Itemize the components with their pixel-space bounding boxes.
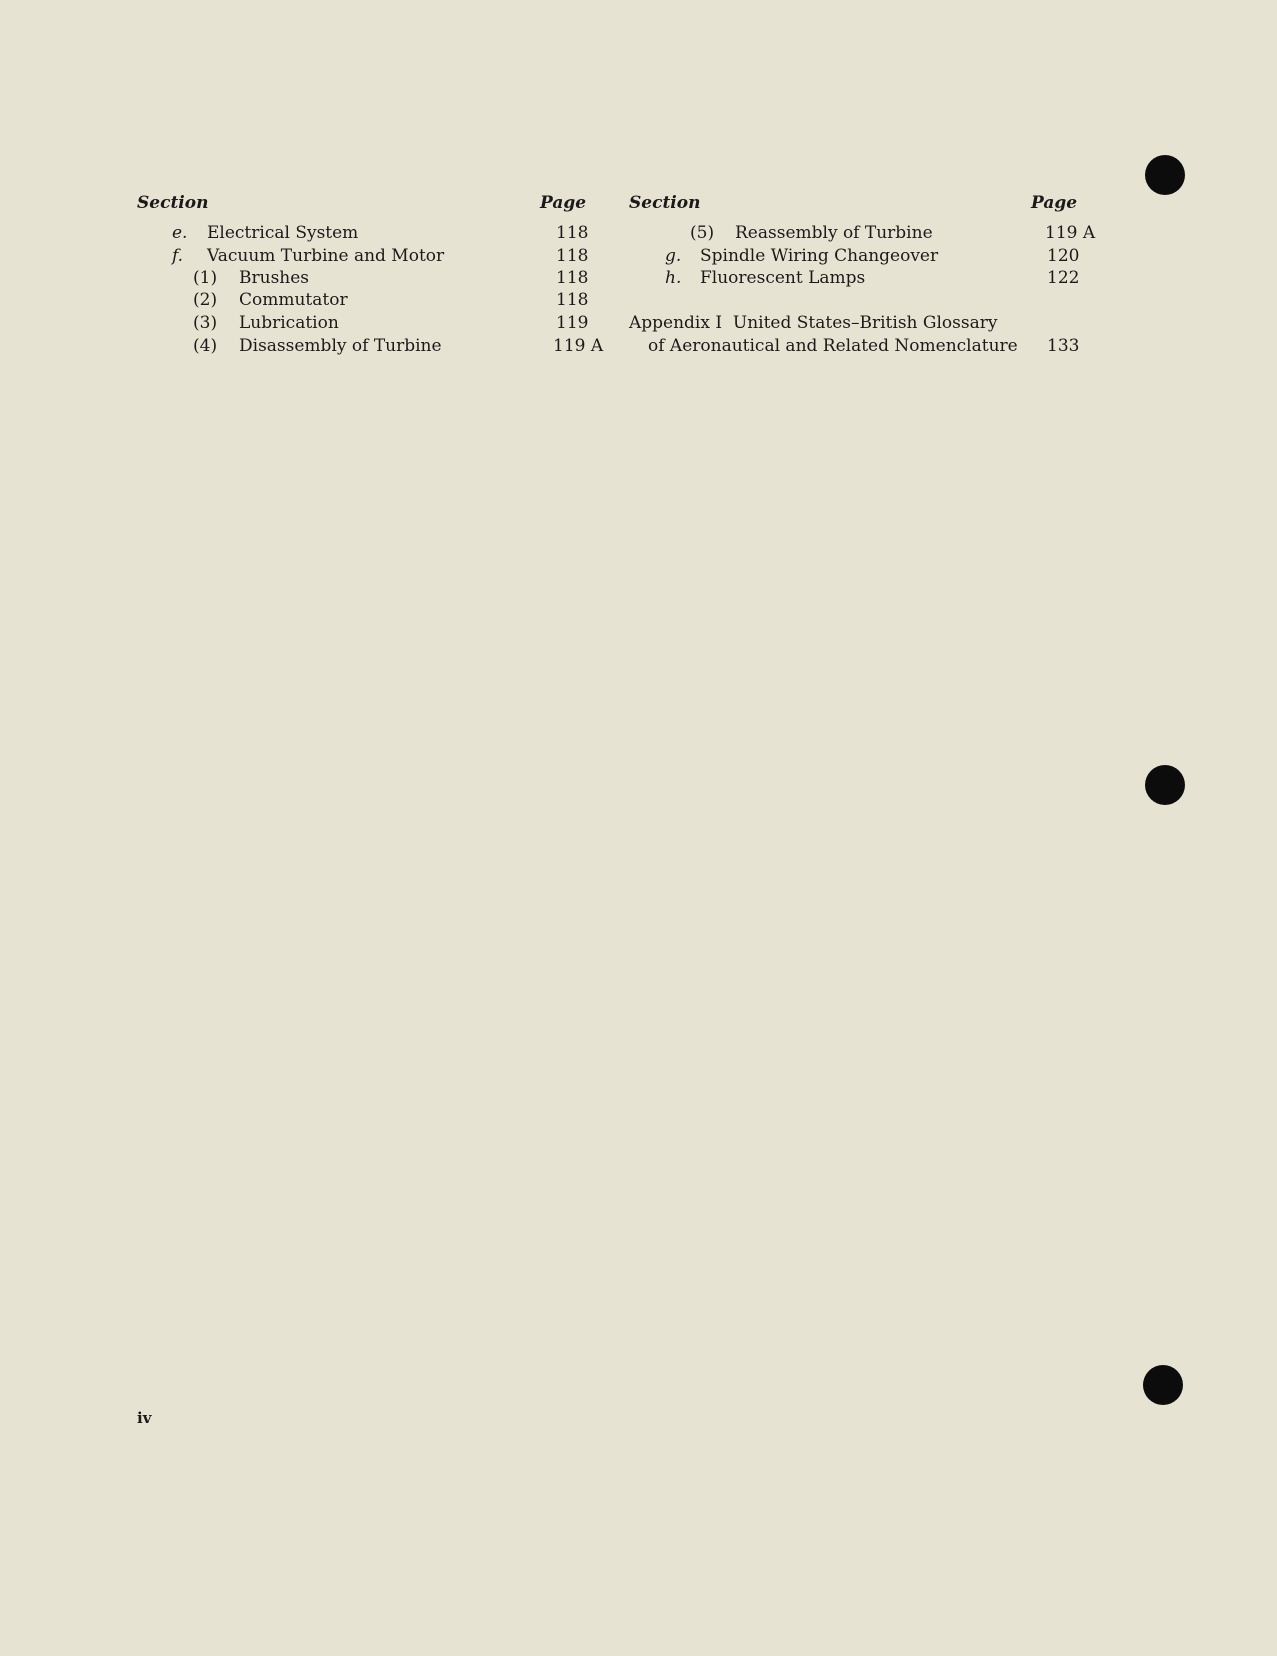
entry-marker: (3) xyxy=(193,313,218,333)
entry-page: 133 xyxy=(1047,336,1080,356)
entry-page: 118 xyxy=(556,268,589,288)
punch-hole xyxy=(1145,765,1185,805)
section-header: Section xyxy=(629,193,701,213)
entry-marker: (1) xyxy=(193,268,218,288)
entry-marker: (5) xyxy=(690,223,715,243)
entry-marker: (4) xyxy=(193,336,218,356)
entry-marker: g. xyxy=(665,246,682,266)
entry-title: Disassembly of Turbine xyxy=(239,336,442,356)
section-header: Section xyxy=(137,193,209,213)
punch-hole xyxy=(1145,155,1185,195)
punch-hole xyxy=(1143,1365,1183,1405)
entry-marker: e. xyxy=(172,223,188,243)
entry-title: Brushes xyxy=(239,268,310,288)
page-header: Page xyxy=(540,193,587,213)
entry-page: 118 xyxy=(556,246,589,266)
appendix-title-line2: of Aeronautical and Related Nomenclature xyxy=(648,336,1018,356)
entry-title: Lubrication xyxy=(239,313,339,333)
entry-marker: (2) xyxy=(193,290,218,310)
entry-page: 118 xyxy=(556,290,589,310)
entry-marker: f. xyxy=(172,246,184,266)
entry-page: 119 A xyxy=(553,336,604,356)
page-number: iv xyxy=(137,1409,152,1427)
entry-page: 118 xyxy=(556,223,589,243)
entry-title: Fluorescent Lamps xyxy=(700,268,866,288)
entry-page: 120 xyxy=(1047,246,1080,266)
entry-title: Commutator xyxy=(239,290,348,310)
entry-title: Electrical System xyxy=(207,223,359,243)
entry-title: Spindle Wiring Changeover xyxy=(700,246,939,266)
page-header: Page xyxy=(1031,193,1078,213)
entry-title: Vacuum Turbine and Motor xyxy=(207,246,445,266)
entry-marker: h. xyxy=(665,268,682,288)
entry-page: 119 xyxy=(556,313,589,333)
entry-page: 119 A xyxy=(1045,223,1096,243)
entry-title: Reassembly of Turbine xyxy=(735,223,933,243)
entry-page: 122 xyxy=(1047,268,1080,288)
appendix-title-line1: Appendix I United States–British Glossary xyxy=(629,313,998,333)
